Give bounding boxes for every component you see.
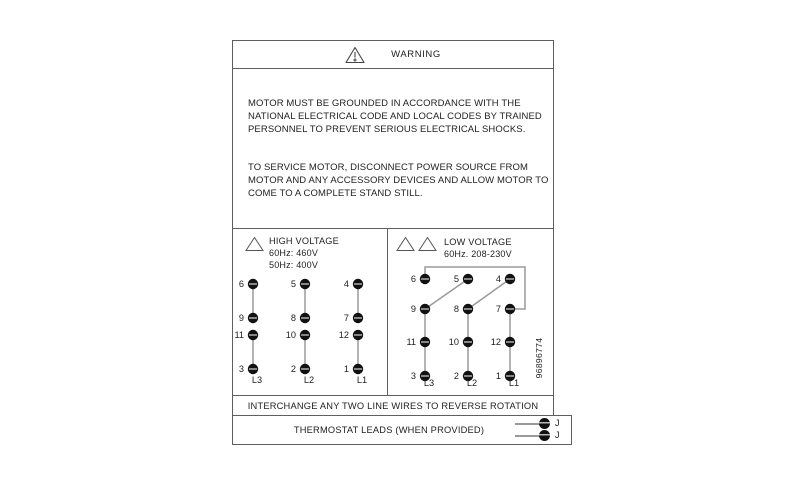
- hv-freq2: 50Hz: 400V: [269, 260, 319, 270]
- low-voltage-panel: [387, 229, 554, 395]
- lead-label: J: [555, 430, 560, 440]
- terminal-number: 10: [285, 330, 296, 340]
- lead-terminal-dot: [539, 430, 550, 441]
- terminal-number: 1: [495, 371, 501, 381]
- hv-freq1: 60Hz: 460V: [269, 248, 319, 258]
- hv-triangle-icon: [245, 236, 264, 252]
- line-label: L2: [303, 375, 315, 385]
- thermostat-text: THERMOSTAT LEADS (WHEN PROVIDED): [293, 425, 485, 435]
- line-label: L2: [466, 378, 478, 388]
- terminal-number: 9: [238, 313, 244, 323]
- terminal-number: 5: [290, 279, 296, 289]
- hv-title: HIGH VOLTAGE: [269, 236, 339, 246]
- terminal-number: 7: [495, 304, 501, 314]
- triangle-outline: [246, 238, 263, 251]
- hv-wires: [253, 284, 358, 369]
- triangle-outline: [419, 238, 436, 251]
- diagonal-wire: [468, 279, 510, 309]
- high-voltage-panel: [233, 229, 387, 395]
- terminal-number: 4: [495, 274, 501, 284]
- warning-header: [232, 40, 554, 69]
- terminal-number: 7: [343, 313, 349, 323]
- terminal-number: 11: [234, 330, 244, 340]
- line-label: L1: [356, 375, 368, 385]
- terminal-number: 8: [290, 313, 296, 323]
- terminal-number: 12: [490, 337, 501, 347]
- terminal-number: 3: [238, 364, 244, 374]
- terminal-number: 6: [238, 279, 244, 289]
- terminal-number: 4: [343, 279, 349, 289]
- line-label: L3: [423, 378, 435, 388]
- triangle-outline: [397, 238, 414, 251]
- terminal-number: 8: [453, 304, 459, 314]
- thermostat-row: [232, 415, 572, 445]
- lead-label: J: [555, 418, 560, 428]
- part-number: 96896774: [534, 337, 544, 379]
- terminal-number: 5: [453, 274, 459, 284]
- lv-title: LOW VOLTAGE: [444, 237, 512, 247]
- line-label: L1: [508, 378, 520, 388]
- line-label: L3: [251, 375, 263, 385]
- lead-terminal-dot: [539, 418, 550, 429]
- terminal-number: 12: [338, 330, 349, 340]
- notice-text-box: [232, 68, 554, 229]
- interchange-text: INTERCHANGE ANY TWO LINE WIRES TO REVERSE ROTATION: [247, 400, 539, 411]
- lv-terminal-diagram: [388, 229, 555, 395]
- terminal-number: 11: [406, 337, 416, 347]
- lv-freq1: 60Hz. 208-230V: [444, 249, 512, 259]
- bus-wire: [425, 267, 525, 309]
- grounding-notice: MOTOR MUST BE GROUNDED IN ACCORDANCE WITH THE NATIONAL ELECTRICAL CODE AND LOCAL CODES BY TRAINED PERSONNEL TO PREVENT SERIOUS ELECTRICAL SHOCKS.: [248, 98, 542, 135]
- hv-terminal-diagram: [233, 229, 387, 395]
- terminal-number: 1: [343, 364, 349, 374]
- terminal-number: 2: [290, 364, 296, 374]
- diagonal-wire: [425, 279, 468, 309]
- lv-triangle-icon-1: [396, 236, 415, 252]
- lv-triangle-icon-2: [418, 236, 437, 252]
- terminal-number: 10: [448, 337, 459, 347]
- warning-triangle-icon: [345, 46, 365, 64]
- terminal-number: 3: [410, 371, 416, 381]
- terminal-number: 6: [410, 274, 416, 284]
- warning-title: WARNING: [391, 49, 441, 60]
- service-notice: TO SERVICE MOTOR, DISCONNECT POWER SOURCE FROM MOTOR AND ANY ACCESSORY DEVICES AND ALLOW MOTOR TO COME TO A COMPLETE STAND STILL.: [248, 162, 549, 199]
- terminal-number: 9: [410, 304, 416, 314]
- voltage-section: [232, 228, 554, 396]
- interchange-row: [232, 395, 554, 416]
- terminal-number: 2: [453, 371, 459, 381]
- exclamation-dot: [354, 59, 356, 61]
